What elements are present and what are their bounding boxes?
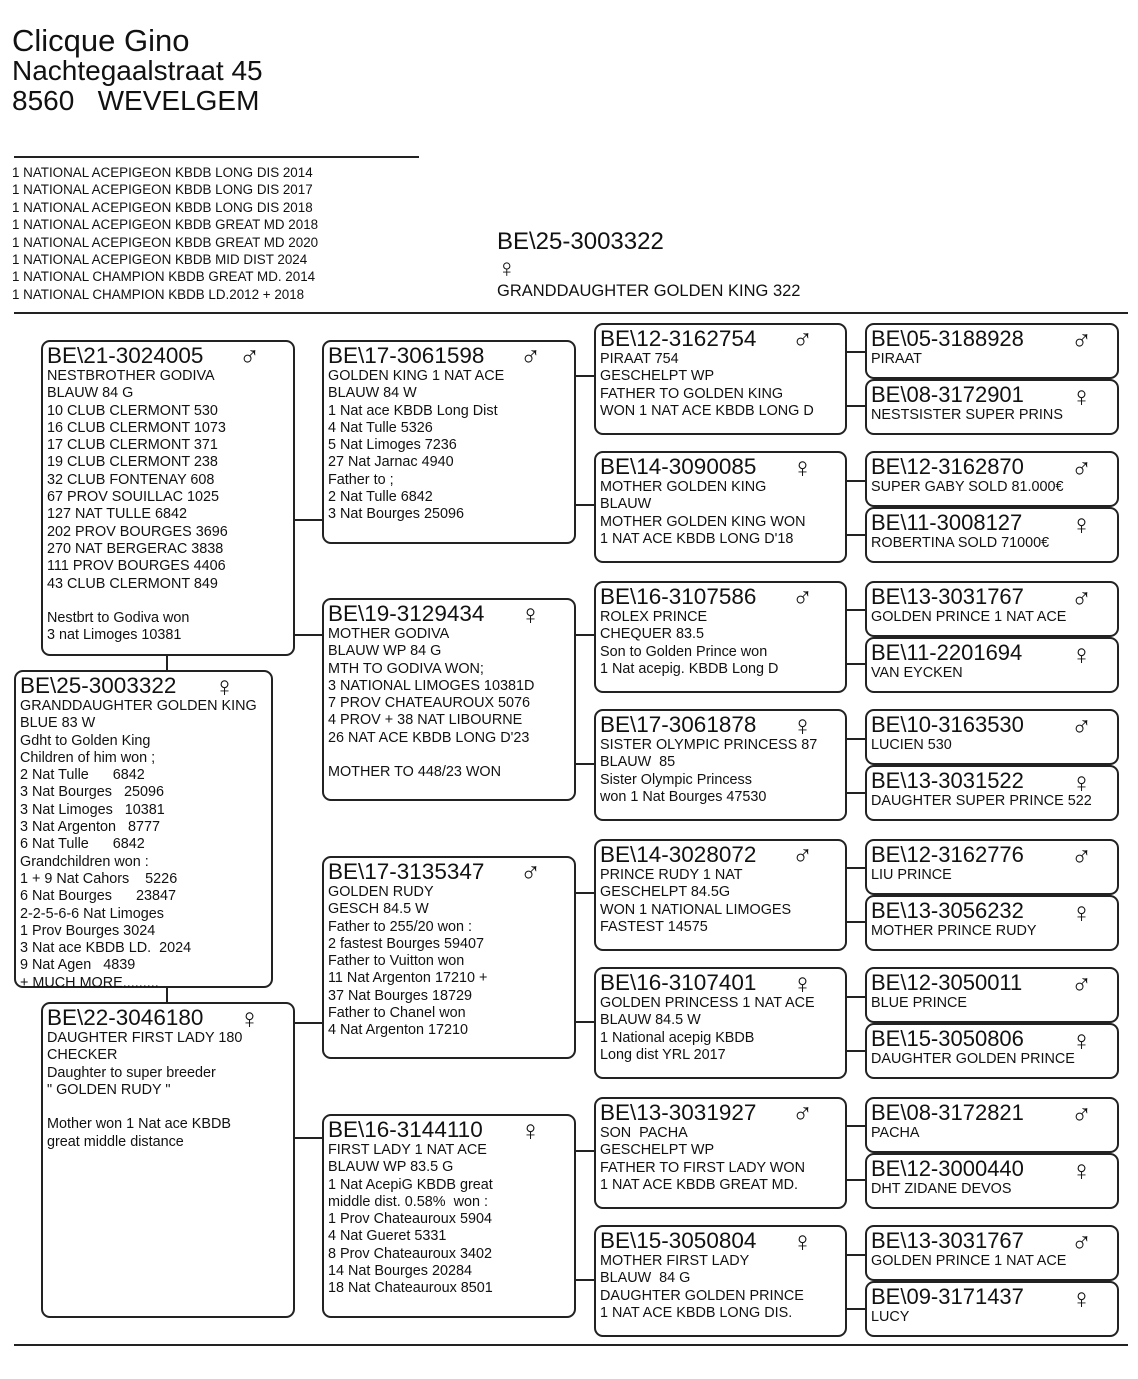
female-icon: ♀ [239,1003,260,1034]
ring-number: BE\16-3107401 [600,970,757,995]
pigeon-info-line: DAUGHTER GOLDEN PRINCE [871,1051,1075,1067]
pigeon-info-line: GESCHELPT 84.5G [600,884,731,901]
pigeon-info-line: BLAUW 84.5 W [600,1012,701,1029]
pigeon-card-sss[interactable] [594,323,847,435]
pigeon-info-line: 7 PROV CHATEAUROUX 5076 [328,695,531,712]
pigeon-info-line: DAUGHTER GOLDEN PRINCE [600,1287,804,1304]
pigeon-info-line: 2 Nat Tulle 6842 [328,489,433,506]
pigeon-info-line: 3 nat Limoges 10381 [47,627,182,644]
female-icon: ♀ [497,253,517,283]
pigeon-info-line: GOLDEN KING 1 NAT ACE [328,368,505,384]
pigeon-card-g12[interactable] [865,1023,1119,1079]
pigeon-info-line: 4 PROV + 38 NAT LIBOURNE [328,712,523,729]
pigeon-card-sdd[interactable] [594,709,847,821]
pigeon-info-line: 3 Nat Bourges 25096 [20,784,165,801]
pigeon-info-line: MOTHER GOLDEN KING WON [600,513,806,530]
pigeon-info-line [47,593,293,610]
pigeon-info-line: 270 NAT BERGERAC 3838 [47,540,224,557]
pigeon-info-line: Nestbrt to Godiva won [47,610,190,627]
male-icon: ♂ [1071,841,1092,872]
pigeon-card-g9[interactable] [865,839,1119,895]
title-item: 1 NATIONAL ACEPIGEON KBDB MID DIST 2024 [12,252,308,268]
pigeon-info-line: 1 National acepig KBDB [600,1029,755,1046]
ring-number: BE\09-3171437 [871,1284,1024,1309]
pigeon-info-line: FATHER TO FIRST LADY WON [600,1159,805,1176]
pigeon-card-sire[interactable] [41,340,295,656]
title-item: 1 NATIONAL ACEPIGEON KBDB LONG DIS 2014 [12,165,313,180]
pigeon-info-line: PRINCE RUDY 1 NAT [600,867,743,883]
ring-number: BE\11-2201694 [871,640,1023,665]
male-icon: ♂ [792,324,813,355]
ring-number: BE\21-3024005 [47,343,204,368]
pigeon-info-line: 27 Nat Jarnac 4940 [328,454,454,471]
pigeon-info-line: 2-2-5-6-6 Nat Limoges [20,905,164,922]
pigeon-info-line: VAN EYCKEN [871,665,963,681]
pigeon-info-line: BLAUW 84 G [600,1270,691,1287]
pigeon-info-line: won 1 Nat Bourges 47530 [600,788,767,805]
female-icon: ♀ [792,1226,813,1257]
female-icon: ♀ [1071,639,1092,670]
pigeon-card-g15[interactable] [865,1225,1119,1281]
pigeon-info-line: MOTHER TO 448/23 WON [328,764,501,781]
male-icon: ♂ [520,857,541,888]
pigeon-info-line: Father to Chanel won [328,1005,466,1022]
ring-number: BE\17-3061878 [600,712,757,737]
pigeon-card-sire-dam[interactable] [322,598,576,801]
ring-number: BE\12-3162754 [600,326,757,351]
pigeon-info-line: 6 Nat Tulle 6842 [20,836,145,853]
female-icon: ♀ [520,1115,541,1146]
pigeon-info-line: Father to Vuitton won [328,953,465,970]
pigeon-info-line: WON 1 NAT ACE KBDB LONG D [600,402,814,419]
pigeon-info-line: ROBERTINA SOLD 71000€ [871,535,1050,551]
pigeon-info-line: 9 Nat Agen 4839 [20,957,136,974]
pigeon-card-g2[interactable] [865,379,1119,435]
pigeon-info-line: + MUCH MORE......... [20,974,159,991]
pigeon-info-line: GRANDDAUGHTER GOLDEN KING [20,698,257,714]
pigeon-info-line: DHT ZIDANE DEVOS [871,1181,1012,1197]
pigeon-card-g11[interactable] [865,967,1119,1023]
pigeon-card-ssd[interactable] [594,451,847,563]
pigeon-info-line: 4 Nat Argenton 17210 [328,1022,469,1039]
pigeon-info-line: BLAUW 84 W [328,385,417,402]
pigeon-info-line: PIRAAT [871,351,922,367]
pigeon-info-line: MOTHER FIRST LADY [600,1253,750,1269]
pigeon-card-g13[interactable] [865,1097,1119,1153]
female-icon: ♀ [792,452,813,483]
pigeon-card-dsd[interactable] [594,967,847,1079]
pigeon-info-line: 14 Nat Bourges 20284 [328,1263,473,1280]
male-icon: ♂ [792,840,813,871]
pigeon-info-line: " GOLDEN RUDY " [47,1081,171,1098]
title-item: 1 NATIONAL ACEPIGEON KBDB LONG DIS 2017 [12,182,313,198]
pigeon-info-line: 37 Nat Bourges 18729 [328,987,473,1004]
pigeon-info-line: SON PACHA [600,1125,688,1141]
male-icon: ♂ [1071,325,1092,356]
pigeon-info-line: 5 Nat Limoges 7236 [328,437,457,454]
ring-number: BE\17-3135347 [328,859,485,884]
pigeon-info-line: 1 Nat ace KBDB Long Dist [328,402,498,419]
ring-number: BE\15-3050804 [600,1228,757,1253]
female-icon: ♀ [792,968,813,999]
ring-number: BE\13-3031522 [871,768,1024,793]
pigeon-info-line: FASTEST 14575 [600,918,708,935]
female-icon: ♀ [520,599,541,630]
male-icon: ♂ [792,582,813,613]
pigeon-info-line: DAUGHTER SUPER PRINCE 522 [871,793,1092,809]
pigeon-info-line: Sister Olympic Princess [600,771,752,788]
pigeon-card-g8[interactable] [865,765,1119,821]
pigeon-info-line: 4 Nat Tulle 5326 [328,419,433,436]
pigeon-info-line: DAUGHTER FIRST LADY 180 [47,1030,243,1046]
owner-address: Nachtegaalstraat 45 [12,55,263,86]
male-icon: ♂ [792,1098,813,1129]
pigeon-card-ddd[interactable] [594,1225,847,1337]
pigeon-card-g10[interactable] [865,895,1119,951]
pigeon-info-line: 10 CLUB CLERMONT 530 [47,402,218,419]
pigeon-info-line: ROLEX PRINCE [600,609,708,625]
title-item: 1 NATIONAL ACEPIGEON KBDB GREAT MD 2020 [12,234,319,250]
female-icon: ♀ [1071,897,1092,928]
pigeon-info-line: 18 Nat Chateauroux 8501 [328,1280,493,1297]
pigeon-card-g6[interactable] [865,637,1119,693]
ring-number: BE\10-3163530 [871,712,1024,737]
pigeon-info-line: Father to ; [328,471,394,488]
pigeon-info-line: 4 Nat Gueret 5331 [328,1228,447,1245]
pigeon-card-sds[interactable] [594,581,847,693]
ring-number: BE\22-3046180 [47,1005,204,1030]
pigeon-info-line: 32 CLUB FONTENAY 608 [47,471,215,488]
pigeon-card-dam-sire[interactable] [322,856,576,1059]
pigeon-info-line: 2 Nat Tulle 6842 [20,767,145,784]
pigeon-info-line: 2 fastest Bourges 59407 [328,935,485,952]
female-icon: ♀ [214,671,235,702]
ring-number: BE\08-3172901 [871,382,1024,407]
ring-number: BE\12-3162870 [871,454,1024,479]
pigeon-info-line: great middle distance [47,1133,184,1150]
pigeon-info-line: Daughter to super breeder [47,1064,216,1081]
pigeon-info-line: 26 NAT ACE KBDB LONG D'23 [328,729,530,746]
pigeon-info-line: 6 Nat Bourges 23847 [20,888,176,905]
pigeon-info-line: Long dist YRL 2017 [600,1046,726,1063]
pigeon-info-line: Gdht to Golden King [20,732,151,749]
pigeon-info-line: NESTSISTER SUPER PRINS [871,407,1063,423]
pigeon-info-line: 67 PROV SOUILLAC 1025 [47,489,219,506]
ring-number: BE\13-3031927 [600,1100,757,1125]
pigeon-info-line: 202 PROV BOURGES 3696 [47,523,228,540]
ring-number: BE\13-3056232 [871,898,1024,923]
pigeon-info-line [328,747,574,764]
pigeon-info-line: BLUE PRINCE [871,995,967,1011]
pigeon-info-line: CHECKER [47,1047,118,1064]
pigeon-info-line: LIU PRINCE [871,867,952,883]
pigeon-info-line: BLUE 83 W [20,715,96,732]
pigeon-info-line: NESTBROTHER GODIVA [47,368,215,384]
ring-number: BE\12-3162776 [871,842,1024,867]
male-icon: ♂ [1071,969,1092,1000]
pigeon-card-sire-sire[interactable] [322,340,576,544]
ring-number: BE\13-3031767 [871,584,1024,609]
pigeon-info-line [47,1099,293,1116]
pigeon-info-line: BLAUW 84 G [47,385,134,402]
pigeon-info-line: 17 CLUB CLERMONT 371 [47,437,218,454]
ring-number: BE\14-3028072 [600,842,757,867]
pigeon-card-g7[interactable] [865,709,1119,765]
pigeon-card-dam-dam[interactable] [322,1114,576,1318]
male-icon: ♂ [1071,1227,1092,1258]
pigeon-info-line: GESCHELPT WP [600,368,715,385]
pigeon-info-line: GESCHELPT WP [600,1142,715,1159]
pigeon-info-line: 16 CLUB CLERMONT 1073 [47,419,226,436]
owner-name: Clicque Gino [12,23,190,58]
female-icon: ♀ [1071,767,1092,798]
ring-number: BE\08-3172821 [871,1100,1024,1125]
pigeon-info-line: middle dist. 0.58% won : [328,1193,488,1210]
pigeon-info-line: Son to Golden Prince won [600,643,768,660]
pigeon-info-line: LUCIEN 530 [871,737,952,753]
pigeon-info-line: PACHA [871,1125,920,1141]
pigeon-info-line: BLAUW 85 [600,754,676,771]
owner-city: 8560 WEVELGEM [12,85,260,116]
ring-number: BE\16-3144110 [328,1117,483,1142]
pigeon-info-line: MTH TO GODIVA WON; [328,660,484,677]
title-item: 1 NATIONAL ACEPIGEON KBDB LONG DIS 2018 [12,199,313,215]
subject-description: GRANDDAUGHTER GOLDEN KING 322 [497,282,801,300]
pigeon-info-line: Children of him won ; [20,749,156,766]
ring-number: BE\12-3050011 [871,970,1023,995]
pigeon-info-line: BLAUW [600,496,652,513]
pigeon-info-line: LUCY [871,1309,910,1325]
pigeon-info-line: SUPER GABY SOLD 81.000€ [871,479,1064,495]
pigeon-info-line: 43 CLUB CLERMONT 849 [47,575,218,592]
female-icon: ♀ [1071,1155,1092,1186]
pigeon-info-line: MOTHER GOLDEN KING [600,479,767,495]
male-icon: ♂ [1071,583,1092,614]
pigeon-info-line: GESCH 84.5 W [328,901,429,918]
pigeon-info-line: Grandchildren won : [20,853,149,870]
pigeon-info-line: 11 Nat Argenton 17210 + [328,970,488,987]
pigeon-info-line: Mother won 1 Nat ace KBDB [47,1116,231,1133]
female-icon: ♀ [1071,509,1092,540]
pigeon-card-dam[interactable] [41,1002,295,1318]
pigeon-card-self[interactable] [14,670,273,991]
pigeon-info-line: Father to 255/20 won : [328,918,472,935]
ring-number: BE\12-3000440 [871,1156,1024,1181]
pigeon-info-line: 3 Nat Argenton 8777 [20,819,161,836]
pigeon-card-dds[interactable] [594,1097,847,1209]
pigeon-info-line: 1 NAT ACE KBDB LONG DIS. [600,1304,793,1321]
pigeon-info-line: CHEQUER 83.5 [600,626,704,643]
pigeon-info-line: 1 Prov Chateauroux 5904 [328,1211,493,1228]
pigeon-info-line: 1 NAT ACE KBDB LONG D'18 [600,530,794,547]
pigeon-info-line: 3 Nat ace KBDB LD. 2024 [20,940,192,957]
pigeon-info-line: 1 NAT ACE KBDB GREAT MD. [600,1176,799,1193]
ring-number: BE\17-3061598 [328,343,485,368]
pigeon-card-dss[interactable] [594,839,847,951]
pigeon-info-line: 3 NATIONAL LIMOGES 10381D [328,677,535,694]
pigeon-info-line: 1 Nat AcepiG KBDB great [328,1176,493,1193]
female-icon: ♀ [1071,1283,1092,1314]
pigeon-info-line: SISTER OLYMPIC PRINCESS 87 [600,737,818,753]
pigeon-info-line: 111 PROV BOURGES 4406 [47,558,226,575]
title-item: 1 NATIONAL CHAMPION KBDB GREAT MD. 2014 [12,269,316,285]
pigeon-info-line: GOLDEN PRINCE 1 NAT ACE [871,1253,1067,1269]
pigeon-card-g5[interactable] [865,581,1119,637]
pigeon-info-line: 1 Prov Bourges 3024 [20,922,156,939]
pigeon-card-g16[interactable] [865,1281,1119,1337]
pigeon-card-g3[interactable] [865,451,1119,507]
pigeon-card-g1[interactable] [865,323,1119,379]
female-icon: ♀ [792,710,813,741]
ring-number: BE\11-3008127 [871,510,1023,535]
ring-number: BE\14-3090085 [600,454,757,479]
title-item: 1 NATIONAL ACEPIGEON KBDB GREAT MD 2018 [12,217,319,233]
female-icon: ♀ [1071,1025,1092,1056]
pigeon-info-line: GOLDEN PRINCE 1 NAT ACE [871,609,1067,625]
male-icon: ♂ [520,341,541,372]
pigeon-info-line: 8 Prov Chateauroux 3402 [328,1245,493,1262]
ring-number: BE\13-3031767 [871,1228,1024,1253]
pigeon-card-g14[interactable] [865,1153,1119,1209]
pigeon-info-line: 127 NAT TULLE 6842 [47,506,187,523]
pigeon-info-line: 3 Nat Limoges 10381 [20,801,165,818]
pigeon-info-line: WON 1 NATIONAL LIMOGES [600,901,792,918]
pigeon-info-line: 19 CLUB CLERMONT 238 [47,454,218,471]
ring-number: BE\16-3107586 [600,584,757,609]
pigeon-info-line: FATHER TO GOLDEN KING [600,385,784,402]
female-icon: ♀ [1071,381,1092,412]
title-item: 1 NATIONAL CHAMPION KBDB LD.2012 + 2018 [12,286,305,302]
pigeon-info-line: PIRAAT 754 [600,351,679,367]
pigeon-info-line: BLAUW WP 84 G [328,643,442,660]
male-icon: ♂ [239,341,260,372]
male-icon: ♂ [1071,453,1092,484]
pigeon-info-line: MOTHER GODIVA [328,626,450,642]
pigeon-info-line: GOLDEN RUDY [328,884,434,900]
male-icon: ♂ [1071,1099,1092,1130]
pigeon-info-line: BLAUW WP 83.5 G [328,1159,454,1176]
subject-ring-number: BE\25-3003322 [497,228,664,255]
pigeon-info-line: 1 Nat acepig. KBDB Long D [600,660,779,677]
pigeon-info-line: 3 Nat Bourges 25096 [328,506,465,523]
male-icon: ♂ [1071,711,1092,742]
pigeon-info-line: FIRST LADY 1 NAT ACE [328,1142,487,1158]
ring-number: BE\05-3188928 [871,326,1024,351]
pigeon-info-line: 1 + 9 Nat Cahors 5226 [20,870,178,887]
pigeon-card-g4[interactable] [865,507,1119,563]
ring-number: BE\15-3050806 [871,1026,1024,1051]
ring-number: BE\25-3003322 [20,673,177,698]
pigeon-info-line: GOLDEN PRINCESS 1 NAT ACE [600,995,815,1011]
pigeon-info-line: MOTHER PRINCE RUDY [871,923,1037,939]
ring-number: BE\19-3129434 [328,601,485,626]
